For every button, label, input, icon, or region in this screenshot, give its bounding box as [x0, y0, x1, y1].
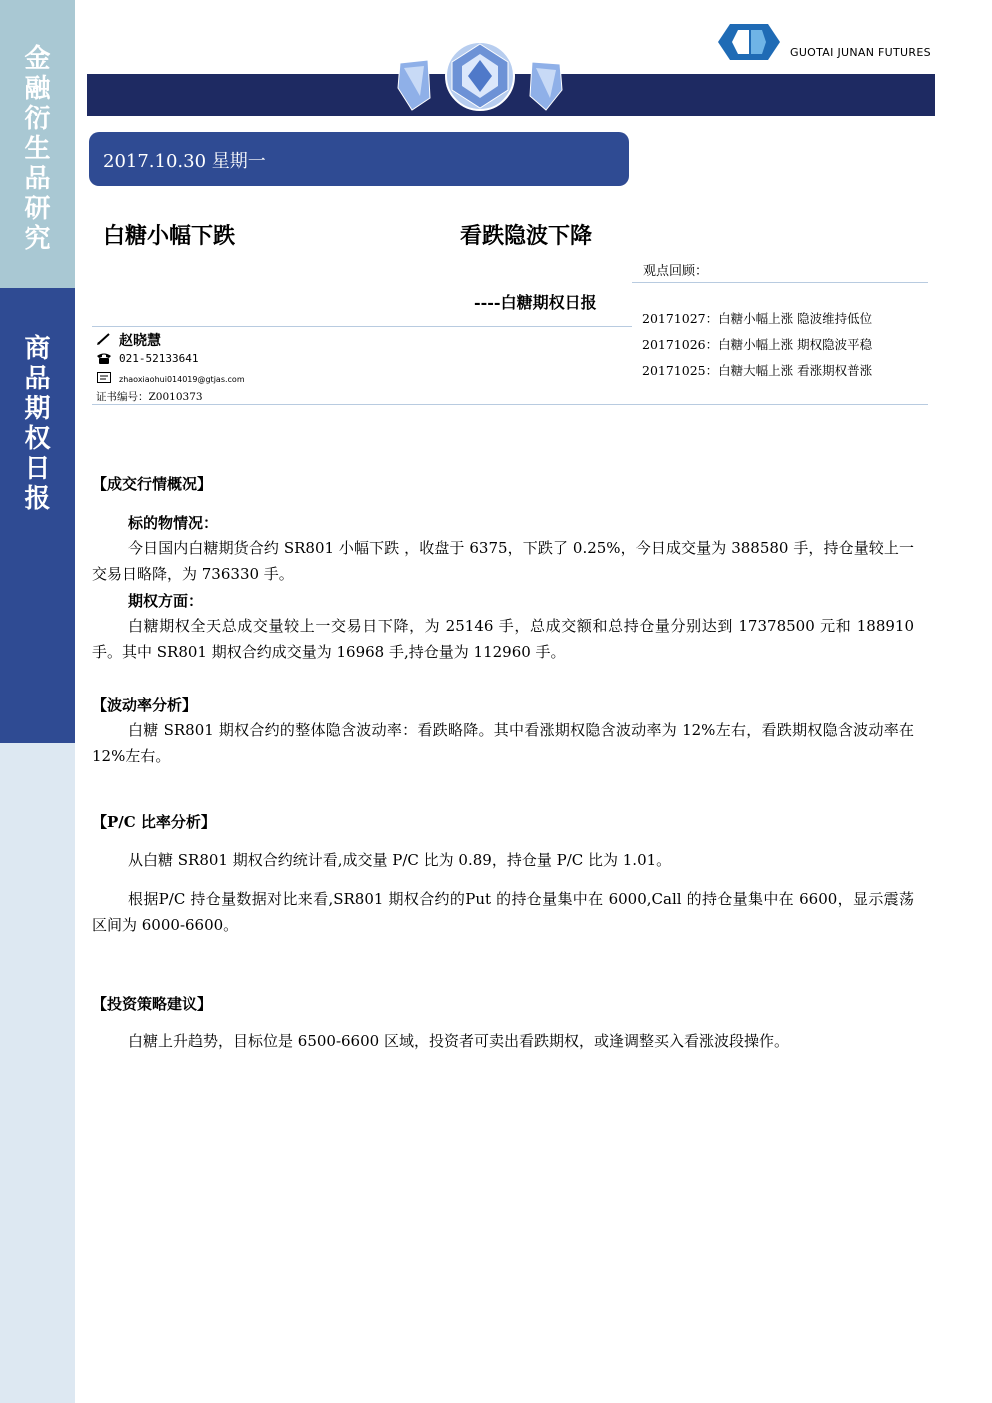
main-title-right: 看跌隐波下降: [460, 223, 593, 249]
author-name: 赵晓慧: [119, 333, 161, 349]
email-icon: [97, 372, 111, 383]
author-email[interactable]: zhaoxiaohui014019@gtjas.com: [119, 375, 245, 384]
pc-ratio-paragraph: 根据P/C 持仓量数据对比来看,SR801 期权合约的Put 的持仓量集中在 6000,Call 的持仓量集中在 6600，显示震荡区间为 6000-6600。: [92, 890, 914, 934]
review-item: 20171027：白糖小幅上涨 隐波维持低位: [642, 311, 873, 326]
review-title: 观点回顾：: [643, 264, 709, 279]
review-item: 20171026：白糖小幅上涨 期权隐波平稳: [642, 337, 873, 352]
sidebar-category-text: 金 融 衍 生 品 研 究: [24, 44, 51, 254]
pc-ratio-paragraph: 从白糖 SR801 期权合约统计看,成交量 P/C 比为 0.89，持仓量 P/C 比为 1.01。: [128, 851, 672, 869]
strategy-paragraph: 白糖上升趋势，目标位是 6500-6600 区域，投资者可卖出看跌期权，或逢调整买入看涨波段操作。: [128, 1032, 789, 1050]
review-divider-top: [632, 282, 928, 283]
review-item: 20171025：白糖大幅上涨 看涨期权普涨: [642, 363, 873, 378]
phone-icon: [96, 352, 112, 365]
author-phone: 021-52133641: [119, 352, 199, 365]
main-title-left: 白糖小幅下跌: [103, 223, 236, 249]
section-heading-volatility: 【波动率分析】: [92, 696, 198, 714]
report-subtitle: ----白糖期权日报: [474, 293, 597, 312]
pen-icon: [96, 332, 112, 346]
report-date: 2017.10.30 星期一: [103, 151, 266, 172]
underlying-paragraph: 今日国内白糖期货合约 SR801 小幅下跌 ，收盘于 6375，下跌了 0.25%，今日成交量为 388580 手，持仓量较上一交易日略降，为 736330 手。: [92, 539, 914, 583]
header-divider-bottom: [92, 404, 928, 405]
section-heading-pc-ratio: 【P/C 比率分析】: [92, 813, 216, 831]
section-heading-strategy: 【投资策略建议】: [92, 995, 213, 1013]
sidebar-bottom-panel: [0, 743, 75, 1403]
company-logo-icon: [716, 22, 782, 62]
underlying-label: 标的物情况：: [128, 514, 219, 532]
title-divider: [92, 326, 632, 327]
volatility-paragraph: 白糖 SR801 期权合约的整体隐含波动率：看跌略降。其中看涨期权隐含波动率为 12%左右，看跌期权隐含波动率在 12%左右。: [92, 721, 914, 765]
options-paragraph: 白糖期权全天总成交量较上一交易日下降，为 25146 手，总成交额和总持仓量分别达到 17378500 元和 188910 手。其中 SR801 期权合约成交量为 16968 手,持仓量为 112960 手。: [92, 617, 914, 661]
section-heading-overview: 【成交行情概况】: [92, 475, 213, 493]
options-label: 期权方面：: [128, 592, 204, 610]
sidebar-report-type-text: 商 品 期 权 日 报: [24, 334, 51, 514]
diamond-graphic-icon: [390, 38, 570, 118]
company-name: GUOTAI JUNAN FUTURES: [790, 46, 931, 59]
author-cert-number: 证书编号：Z0010373: [96, 391, 203, 403]
